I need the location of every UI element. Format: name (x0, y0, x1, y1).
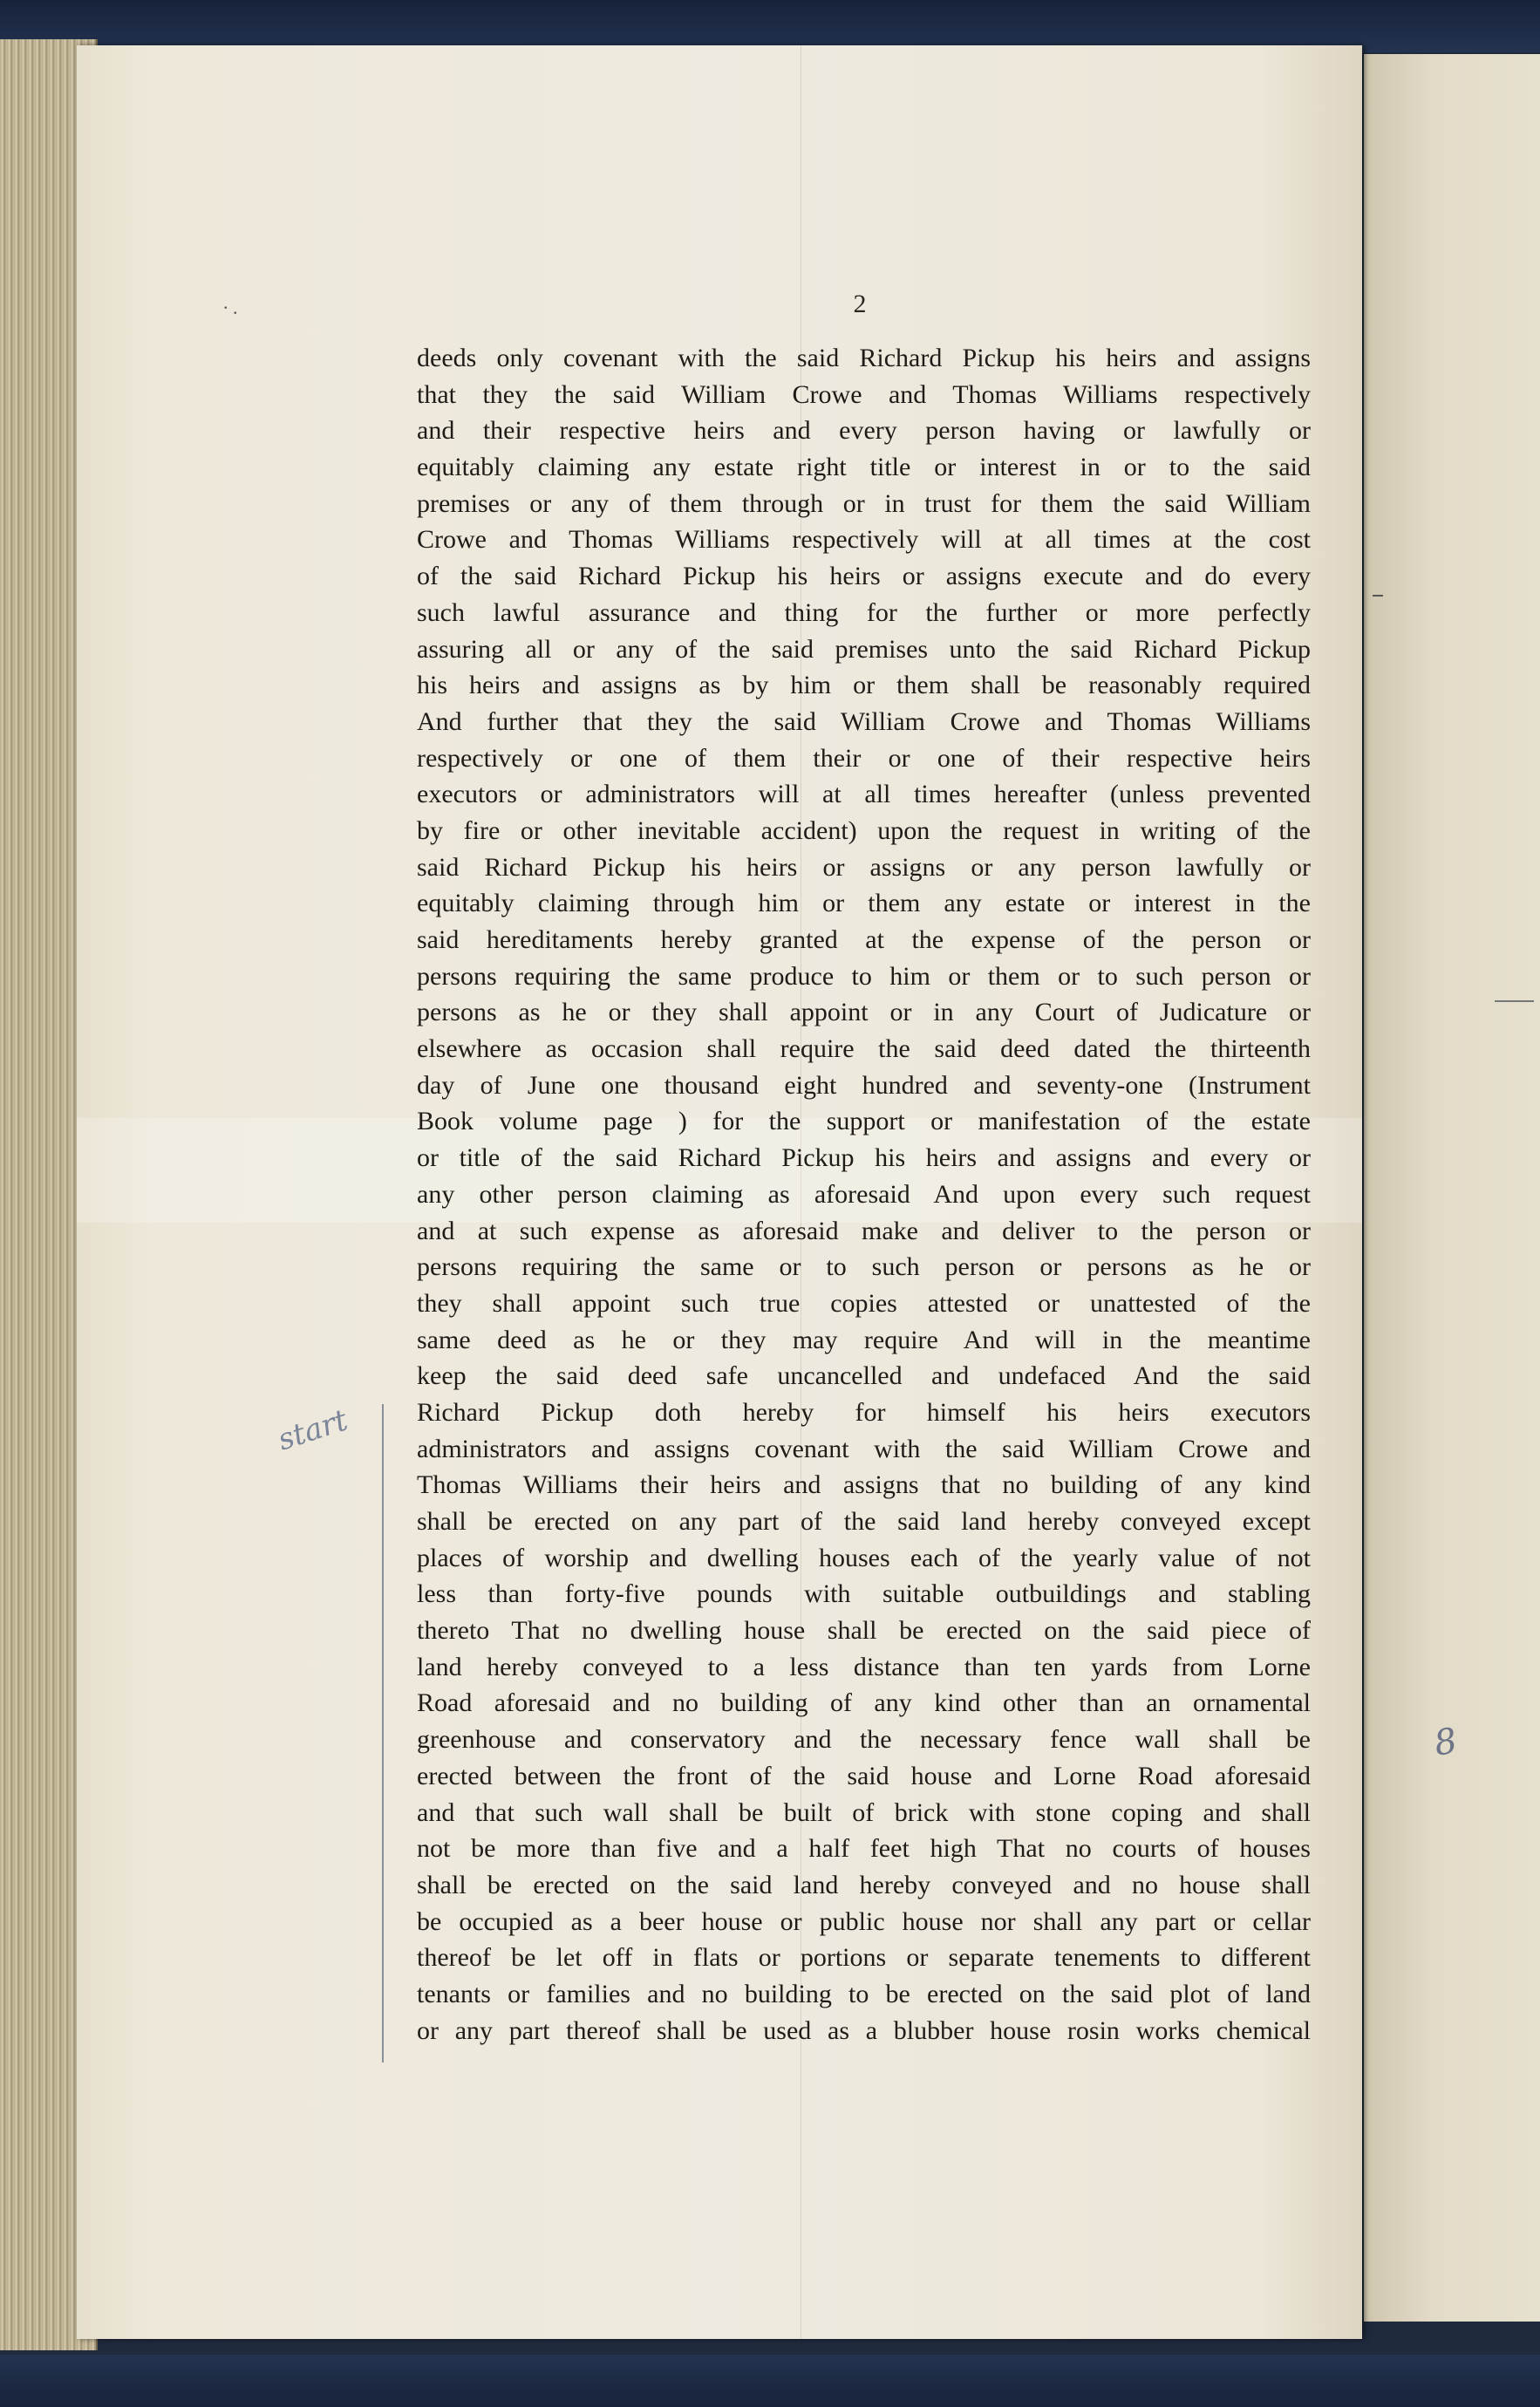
text-line: elsewhere as occasion shall require the said deed dated the thirteenth (417, 1034, 1311, 1064)
text-line: and their respective heirs and every person having or lawfully or (417, 416, 1311, 446)
text-line: said Richard Pickup his heirs or assigns or any person lawfully or (417, 852, 1311, 882)
book-cover-bottom (0, 2355, 1540, 2407)
text-line: premises or any of them through or in trust for them the said William (417, 488, 1311, 518)
text-line: equitably claiming any estate right title or interest in or to the said (417, 453, 1311, 482)
text-line: greenhouse and conservatory and the necessary fence wall shall be (417, 1725, 1311, 1755)
text-line: such lawful assurance and thing for the further or more perfectly (417, 597, 1311, 627)
text-line: not be more than five and a half feet high That no courts of houses (417, 1834, 1311, 1864)
text-line: Crowe and Thomas Williams respectively will at all times at the cost (417, 525, 1311, 555)
edge-mark (1373, 595, 1383, 597)
text-line: erected between the front of the said house and Lorne Road aforesaid (417, 1761, 1311, 1790)
edge-mark (1495, 1000, 1534, 1002)
text-line: persons as he or they shall appoint or in any Court of Judicature or (417, 998, 1311, 1027)
text-line: persons requiring the same or to such person or persons as he or (417, 1252, 1311, 1282)
right-margin-mark: 8 (1431, 1721, 1461, 1764)
text-line: his heirs and assigns as by him or them shall be reasonably required (417, 671, 1311, 700)
text-line: assuring all or any of the said premises unto the said Richard Pickup (417, 634, 1311, 664)
text-line: and that such wall shall be built of brick with stone coping and shall (417, 1797, 1311, 1827)
book-cover-top (0, 0, 1540, 52)
text-line: executors or administrators will at all times hereafter (unless prevented (417, 780, 1311, 809)
text-line: tenants or families and no building to be erected on the said plot of land (417, 1979, 1311, 2008)
text-line: or title of the said Richard Pickup his heirs and assigns and every or (417, 1143, 1311, 1173)
ink-spots: ∙ . (223, 297, 238, 318)
text-line: any other person claiming as aforesaid And upon every such request (417, 1179, 1311, 1209)
text-line: that they the said William Crowe and Thomas Williams respectively (417, 379, 1311, 409)
text-line: respectively or one of them their or one of their respective heirs (417, 743, 1311, 773)
text-line: persons requiring the same produce to him or them or to such person or (417, 961, 1311, 991)
text-line: administrators and assigns covenant with the said William Crowe and (417, 1434, 1311, 1463)
margin-bracket (382, 1404, 384, 2063)
adjacent-page (1364, 54, 1540, 2322)
text-line: Richard Pickup doth hereby for himself his heirs executors (417, 1397, 1311, 1427)
text-line: And further that they the said William Crowe and Thomas Williams (417, 706, 1311, 736)
text-line: of the said Richard Pickup his heirs or assigns execute and do every (417, 562, 1311, 591)
text-line: Road aforesaid and no building of any kind other than an ornamental (417, 1688, 1311, 1718)
text-line: by fire or other inevitable accident) upon the request in writing of the (417, 815, 1311, 845)
text-line: thereof be let off in flats or portions or separate tenements to different (417, 1943, 1311, 1973)
text-line: land hereby conveyed to a less distance than ten yards from Lorne (417, 1652, 1311, 1681)
margin-note: start (273, 1402, 352, 1458)
text-line: they shall appoint such true copies attested or unattested of the (417, 1288, 1311, 1318)
text-line: shall be erected on any part of the said land hereby conveyed except (417, 1507, 1311, 1536)
text-line: be occupied as a beer house or public house nor shall any part or cellar (417, 1906, 1311, 1936)
text-line: shall be erected on the said land hereby conveyed and no house shall (417, 1870, 1311, 1899)
text-line: said hereditaments hereby granted at the expense of the person or (417, 925, 1311, 954)
page-number: 2 (853, 290, 867, 318)
text-line: and at such expense as aforesaid make and deliver to the person or (417, 1216, 1311, 1245)
deed-text (417, 340, 1311, 2049)
text-line: Book volume page ) for the support or manifestation of the estate (417, 1107, 1311, 1136)
text-line: day of June one thousand eight hundred and seventy-one (Instrument (417, 1070, 1311, 1100)
text-line: keep the said deed safe uncancelled and undefaced And the said (417, 1361, 1311, 1391)
text-line: thereto That no dwelling house shall be erected on the said piece of (417, 1616, 1311, 1646)
text-line: or any part thereof shall be used as a blubber house rosin works chemical (417, 2015, 1311, 2045)
text-line: equitably claiming through him or them any estate or interest in the (417, 889, 1311, 918)
text-line: places of worship and dwelling houses each of the yearly value of not (417, 1543, 1311, 1572)
text-line: same deed as he or they may require And will in the meantime (417, 1325, 1311, 1354)
text-line: less than forty-five pounds with suitable outbuildings and stabling (417, 1579, 1311, 1609)
text-line: Thomas Williams their heirs and assigns that no building of any kind (417, 1470, 1311, 1500)
text-line: deeds only covenant with the said Richard Pickup his heirs and assigns (417, 344, 1311, 372)
